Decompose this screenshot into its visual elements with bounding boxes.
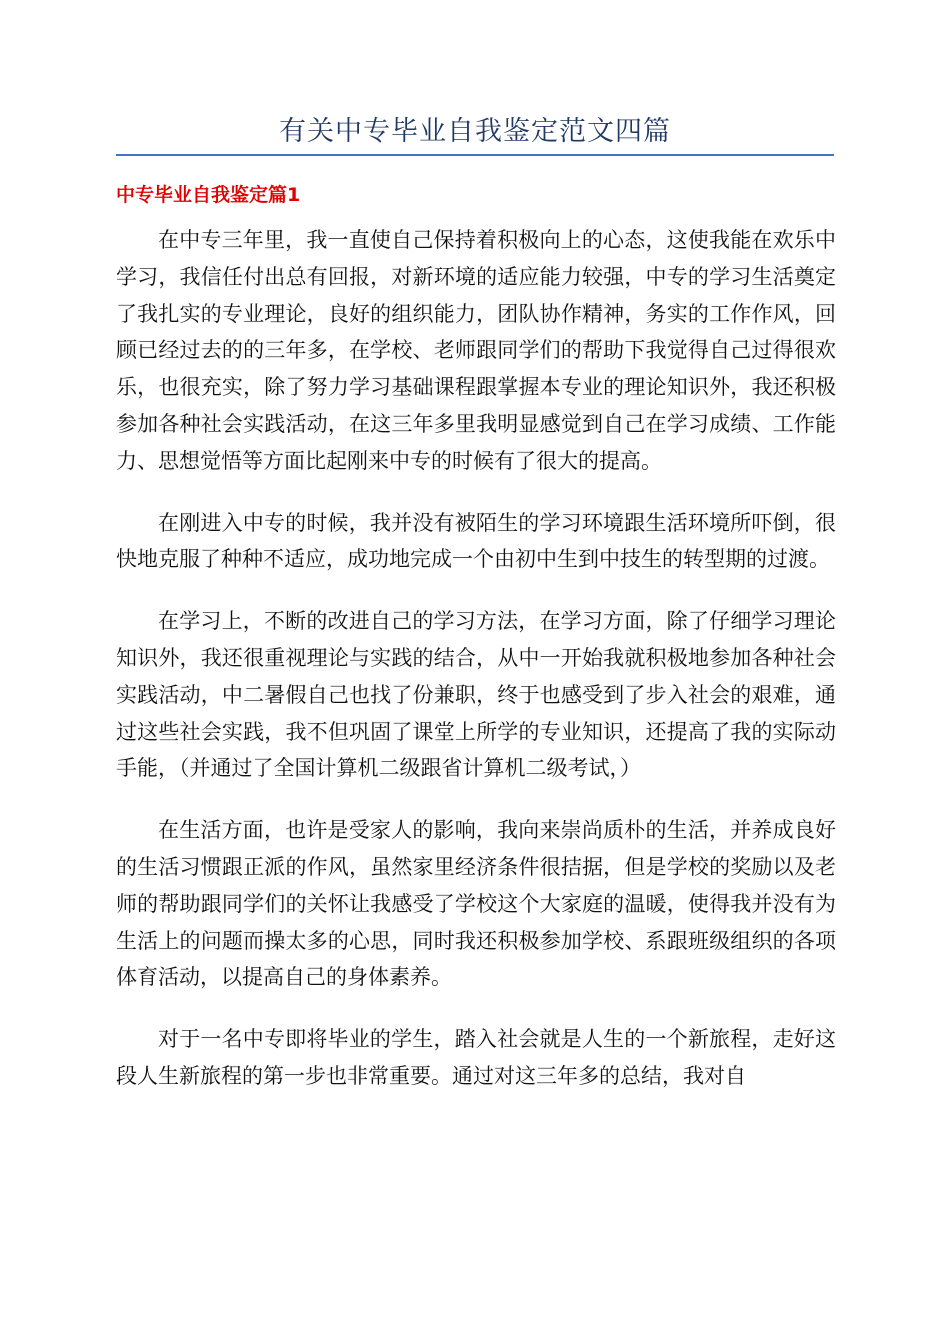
document-title: 有关中专毕业自我鉴定范文四篇 xyxy=(279,116,671,147)
document-body xyxy=(116,222,836,1120)
paragraph-2: 在刚进入中专的时候，我并没有被陌生的学习环境跟生活环境所吓倒，很快地克服了种种不适应，成功地完成一个由初中生到中技生的转型期的过渡。 xyxy=(116,510,836,572)
paragraph-1: 在中专三年里，我一直使自己保持着积极向上的心态，这使我能在欢乐中学习，我信任付出总有回报，对新环境的适应能力较强，中专的学习生活奠定了我扎实的专业理论，良好的组织能力，团队协作精神，务实的工作作风，回顾已经过去的的三年多，在学校、老师跟同学们的帮助下我觉得自己过得很欢乐，也很充实，除了努力学习基础课程跟掌握本专业的理论知识外，我还积极参加各种社会实践活动，在这三年多里我明显感觉到自己在学习成绩、工作能力、思想觉悟等方面比起刚来中专的时候有了很大的提高。 xyxy=(116,228,836,473)
paragraph-5: 对于一名中专即将毕业的学生，踏入社会就是人生的一个新旅程，走好这段人生新旅程的第一步也非常重要。通过对这三年多的总结，我对自 xyxy=(116,1027,836,1088)
section-heading: 中专毕业自我鉴定篇1 xyxy=(116,184,301,206)
title-underline xyxy=(116,154,834,156)
paragraph-3: 在学习上，不断的改进自己的学习方法，在学习方面，除了仔细学习理论知识外，我还很重视理论与实践的结合，从中一开始我就积极地参加各种社会实践活动，中二暑假自己也找了份兼职，终于也感受到了步入社会的艰难，通过这些社会实践，我不但巩固了课堂上所学的专业知识，还提高了我的实际动手能，（并通过了全国计算机二级跟省计算机二级考试，） xyxy=(116,609,836,781)
paragraph-4: 在生活方面，也许是受家人的影响，我向来崇尚质朴的生活，并养成良好的生活习惯跟正派的作风，虽然家里经济条件很拮据，但是学校的奖励以及老师的帮助跟同学们的关怀让我感受了学校这个大家庭的温暖，使得我并没有为生活上的问题而操太多的心思，同时我还积极参加学校、系跟班级组织的各项体育活动，以提高自己的身体素养。 xyxy=(116,818,836,990)
